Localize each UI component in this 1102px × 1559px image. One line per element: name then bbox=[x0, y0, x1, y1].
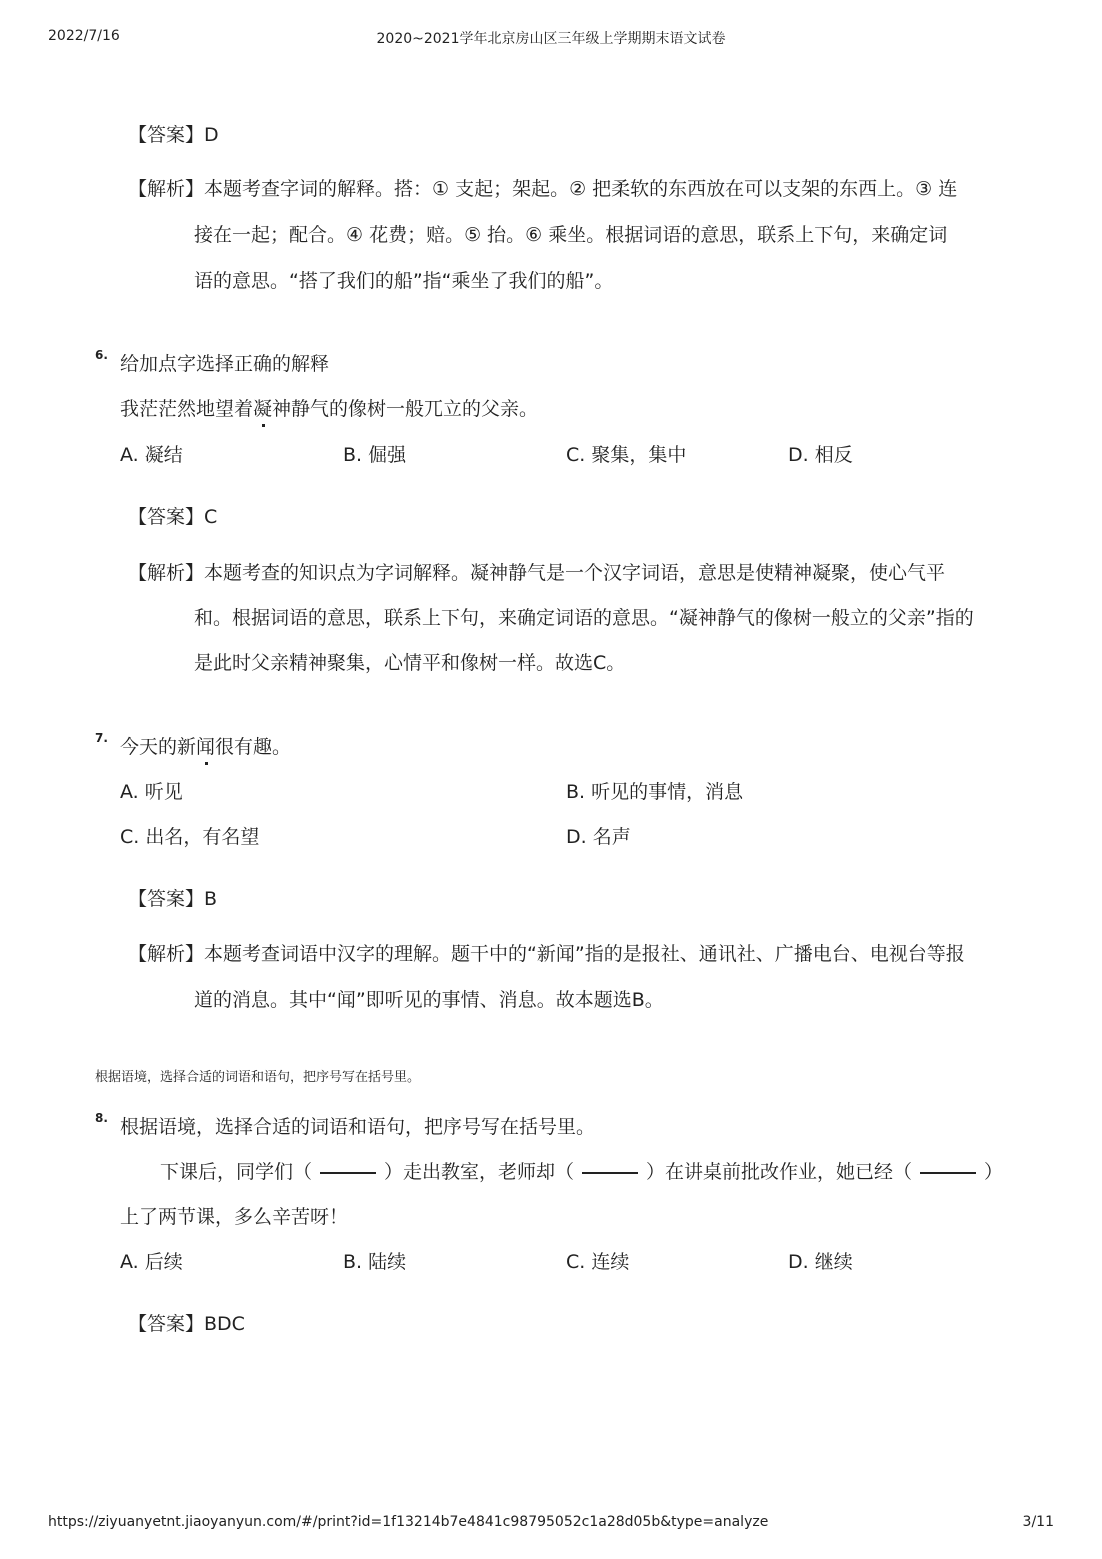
dotted-char: 凝 bbox=[253, 398, 273, 420]
answer-7: 【答案】B bbox=[128, 888, 218, 910]
explanation-6-line1: 【解析】本题考查的知识点为字词解释。凝神静气是一个汉字词语，意思是使精神凝聚，使心气平 bbox=[128, 562, 946, 584]
sentence-7-pre: 今天的新 bbox=[120, 736, 197, 758]
option-c: C. 连续 bbox=[566, 1251, 630, 1273]
option-d: D. 相反 bbox=[788, 444, 853, 466]
sentence-7-post: 很有趣。 bbox=[215, 736, 292, 758]
page-number: 3/11 bbox=[1022, 1514, 1054, 1530]
print-date: 2022/7/16 bbox=[48, 28, 120, 44]
sentence-6-post: 神静气的像树一般兀立的父亲。 bbox=[272, 398, 539, 420]
page-title: 2020~2021学年北京房山区三年级上学期期末语文试卷 bbox=[376, 31, 726, 47]
option-d: D. 名声 bbox=[566, 826, 631, 848]
section-instruction: 根据语境，选择合适的词语和语句，把序号写在括号里。 bbox=[95, 1070, 421, 1085]
question-number-6: 6. bbox=[95, 348, 108, 362]
option-c: C. 聚集，集中 bbox=[566, 444, 687, 466]
option-a: A. 后续 bbox=[120, 1251, 183, 1273]
question-8-prompt: 根据语境，选择合适的词语和语句，把序号写在括号里。 bbox=[120, 1116, 596, 1138]
answer-8: 【答案】BDC bbox=[128, 1313, 245, 1335]
option-a: A. 凝结 bbox=[120, 444, 183, 466]
option-d: D. 继续 bbox=[788, 1251, 853, 1273]
option-b: B. 倔强 bbox=[343, 444, 407, 466]
option-c: C. 出名，有名望 bbox=[120, 826, 260, 848]
answer-blank-3 bbox=[920, 1171, 976, 1174]
question-number-7: 7. bbox=[95, 731, 108, 745]
passage-part-1: 下课后，同学们（ bbox=[160, 1161, 313, 1183]
passage-part-3: ）在讲桌前批改作业，她已经（ bbox=[646, 1161, 913, 1183]
question-8-passage-line2: 上了两节课，多么辛苦呀！ bbox=[120, 1206, 349, 1228]
option-b: B. 听见的事情，消息 bbox=[566, 781, 744, 803]
question-number-8: 8. bbox=[95, 1111, 108, 1125]
answer-6: 【答案】C bbox=[128, 506, 218, 528]
option-b: B. 陆续 bbox=[343, 1251, 407, 1273]
explanation-7-line1: 【解析】本题考查词语中汉字的理解。题干中的“新闻”指的是报社、通讯社、广播电台、电视台等报 bbox=[128, 943, 965, 965]
explanation-5-line2: 接在一起；配合。④ 花费；赔。⑤ 抬。⑥ 乘坐。根据词语的意思，联系上下句，来确定词 bbox=[194, 224, 948, 246]
dotted-char: 闻 bbox=[196, 736, 216, 758]
explanation-6-line2: 和。根据词语的意思，联系上下句，来确定词语的意思。“凝神静气的像树一般立的父亲”指的 bbox=[194, 607, 974, 629]
explanation-5-line3: 语的意思。“搭了我们的船”指“乘坐了我们的船”。 bbox=[194, 270, 614, 292]
explanation-5-line1: 【解析】本题考查字词的解释。搭：① 支起；架起。② 把柔软的东西放在可以支架的东西上。③ 连 bbox=[128, 178, 958, 200]
explanation-6-line3: 是此时父亲精神聚集，心情平和像树一样。故选C。 bbox=[194, 652, 626, 674]
passage-part-2: ）走出教室，老师却（ bbox=[384, 1161, 575, 1183]
question-7-sentence bbox=[120, 734, 291, 760]
explanation-7-line2: 道的消息。其中“闻”即听见的事情、消息。故本题选B。 bbox=[194, 989, 664, 1011]
question-6-sentence bbox=[120, 396, 538, 422]
answer-blank-2 bbox=[582, 1171, 638, 1174]
question-8-passage bbox=[160, 1159, 1003, 1185]
answer-5: 【答案】D bbox=[128, 124, 219, 146]
answer-blank-1 bbox=[320, 1171, 376, 1174]
question-6-prompt: 给加点字选择正确的解释 bbox=[120, 353, 330, 375]
passage-part-4: ） bbox=[984, 1161, 1004, 1183]
source-url: https://ziyuanyetnt.jiaoyanyun.com/#/print?id=1f13214b7e4841c98795052c1a28d05b&type=analyze bbox=[48, 1514, 769, 1530]
sentence-6-pre: 我茫茫然地望着 bbox=[120, 398, 254, 420]
option-a: A. 听见 bbox=[120, 781, 183, 803]
